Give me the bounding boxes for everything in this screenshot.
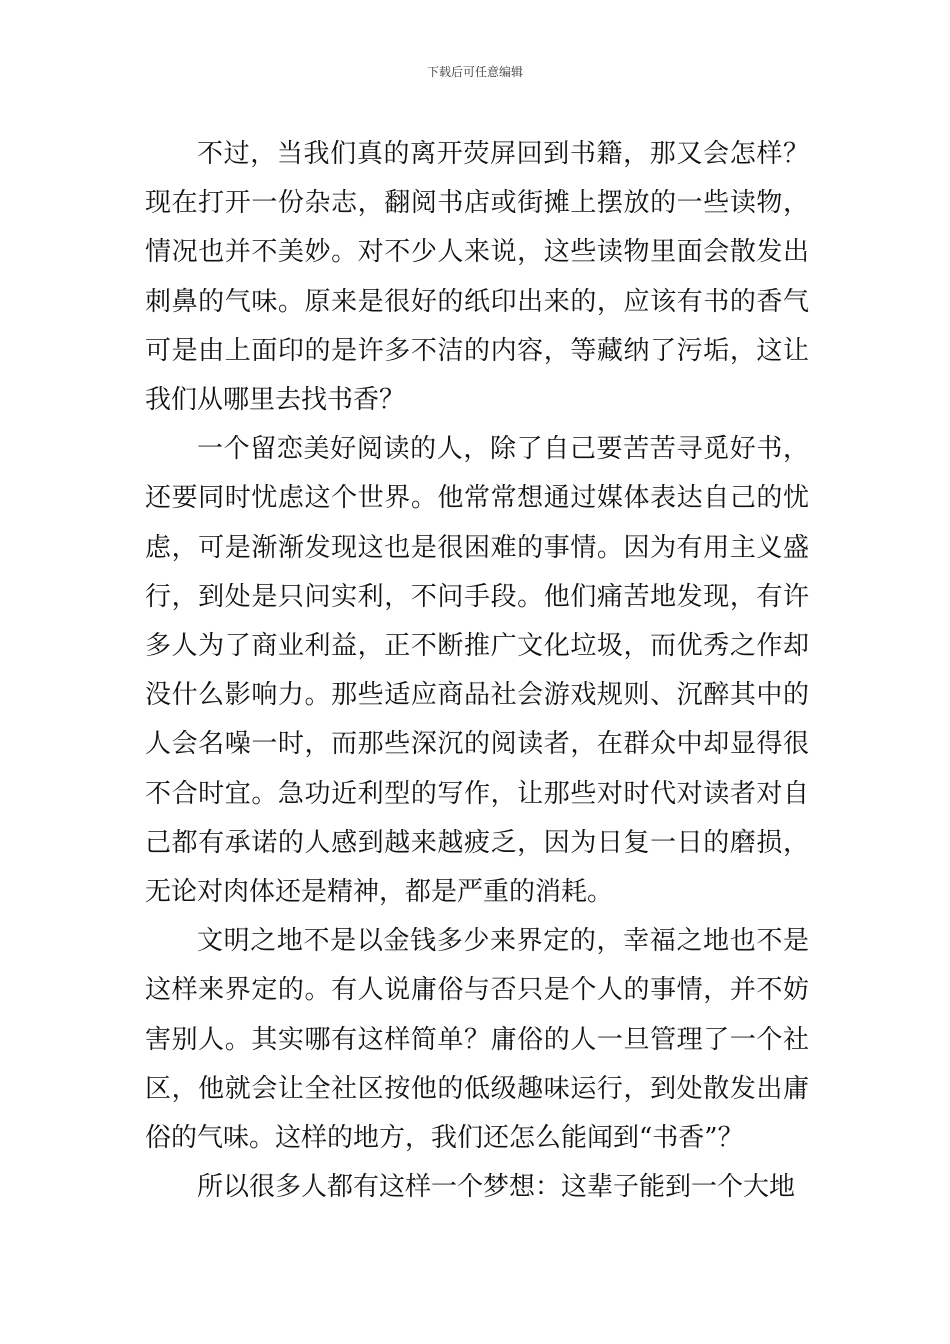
page-header-note: 下载后可任意编辑 bbox=[426, 65, 523, 79]
paragraph-2: 一个留恋美好阅读的人，除了自己要苦苦寻觅好书，还要同时忧虑这个世界。他常常想通过媒体表达自己的忧虑，可是渐渐发现这也是很困难的事情。因为有用主义盛行，到处是只问实利，不问手段。他们痛苦地发现，有许多人为了商业利益，正不断推广文化垃圾，而优秀之作却没什么影响力。那些适应商品社会游戏规则、沉醉其中的人会名噪一时，而那些深沉的阅读者，在群众中却显得很不合时宜。急功近利型的写作，让那些对时代对读者对自己都有承诺的人感到越来越疲乏，因为日复一日的磨损，无论对肉体还是精神，都是严重的消耗。 bbox=[145, 434, 809, 908]
paragraph-3: 文明之地不是以金钱多少来界定的，幸福之地也不是这样来界定的。有人说庸俗与否只是个人的事情，并不妨害别人。其实哪有这样简单？庸俗的人一旦管理了一个社区，他就会让全社区按他的低级趣味运行，到处散发出庸俗的气味。这样的地方，我们还怎么能闻到“书香”？ bbox=[145, 926, 809, 1154]
document-body bbox=[145, 130, 809, 1212]
paragraph-1: 不过，当我们真的离开荧屏回到书籍，那又会怎样？现在打开一份杂志，翻阅书店或街摊上摆放的一些读物，情况也并不美妙。对不少人来说，这些读物里面会散发出刺鼻的气味。原来是很好的纸印出来的，应该有书的香气可是由上面印的是许多不洁的内容，等藏纳了污垢，这让我们从哪里去找书香？ bbox=[145, 139, 809, 416]
paragraph-4: 所以很多人都有这样一个梦想：这辈子能到一个大地 bbox=[197, 1172, 796, 1203]
